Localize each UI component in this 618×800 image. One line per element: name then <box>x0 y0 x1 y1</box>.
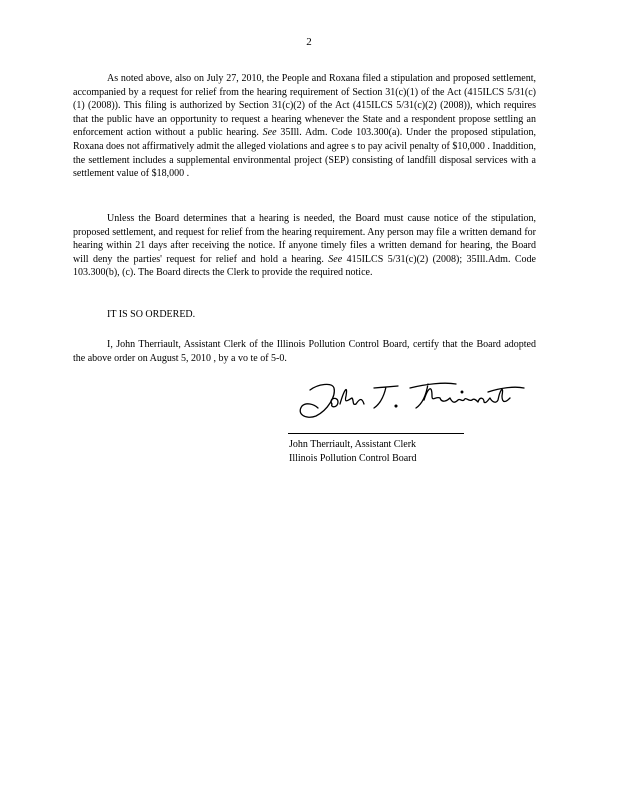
certification-text: I, John Therriault, Assistant Clerk of the Illinois Pollution Control Board, certify that the Board adopted the above order on August 5, 2010 , by a vo te of 5-0. <box>73 339 536 364</box>
citation-signal-see: See <box>328 253 343 265</box>
signatory-name: John Therriault, Assistant Clerk <box>289 439 417 450</box>
signatory-organization: Illinois Pollution Control Board <box>289 453 417 464</box>
paragraph-stipulation-text-b: 35Ill. Adm. Code 103.300(a). Under the proposed stipulation, Roxana does not affirmatively admit the alleged violations and agree s to pay acivil penalty of $10,000 . Inaddition, the settlement includes a supplemental environmental project (SEP) consisting of landfill disposal services with a settlement value of $18,000 . <box>73 127 536 180</box>
paragraph-stipulation-text-a: As noted above, also on July 27, 2010, the People and Roxana filed a stipulation and proposed settlement, accompanied by a request for relief from the hearing requirement of Section 31(c)(1) of the Act (415ILCS 5/31(c)(1) (2008)). This filing is authorized by Section 31(c)(2) of the Act (415ILCS 5/31(c)(2) (2008)), which requires that the public have an opportunity to request a hearing whenever the State and a respondent propose settling an enforcement action without a public hearing. <box>73 73 536 139</box>
handwritten-signature <box>288 370 528 428</box>
page-number: 2 <box>306 36 312 48</box>
signature-line <box>288 433 464 434</box>
so-ordered-text: IT IS SO ORDERED. <box>107 309 196 320</box>
paragraph-hearing-notice-text-b: 415ILCS 5/31(c)(2) (2008); 35Ill.Adm. Code 103.300(b), (c). The Board directs the Clerk to provide the required notice. <box>73 253 536 279</box>
paragraph-certification <box>73 338 536 365</box>
paragraph-hearing-notice <box>73 212 536 280</box>
paragraph-stipulation <box>73 72 536 181</box>
paragraph-hearing-notice-text-a: Unless the Board determines that a hearing is needed, the Board must cause notice of the stipulation, proposed settlement, and request for relief from the hearing requirement. Any person may file a written demand for hearing within 21 days after receiving the notice. If anyone timely files a written demand for hearing, the Board will deny the parties' request for relief and hold a hearing. <box>73 213 536 265</box>
citation-signal-see: See <box>262 127 277 139</box>
paragraph-so-ordered <box>73 308 536 322</box>
